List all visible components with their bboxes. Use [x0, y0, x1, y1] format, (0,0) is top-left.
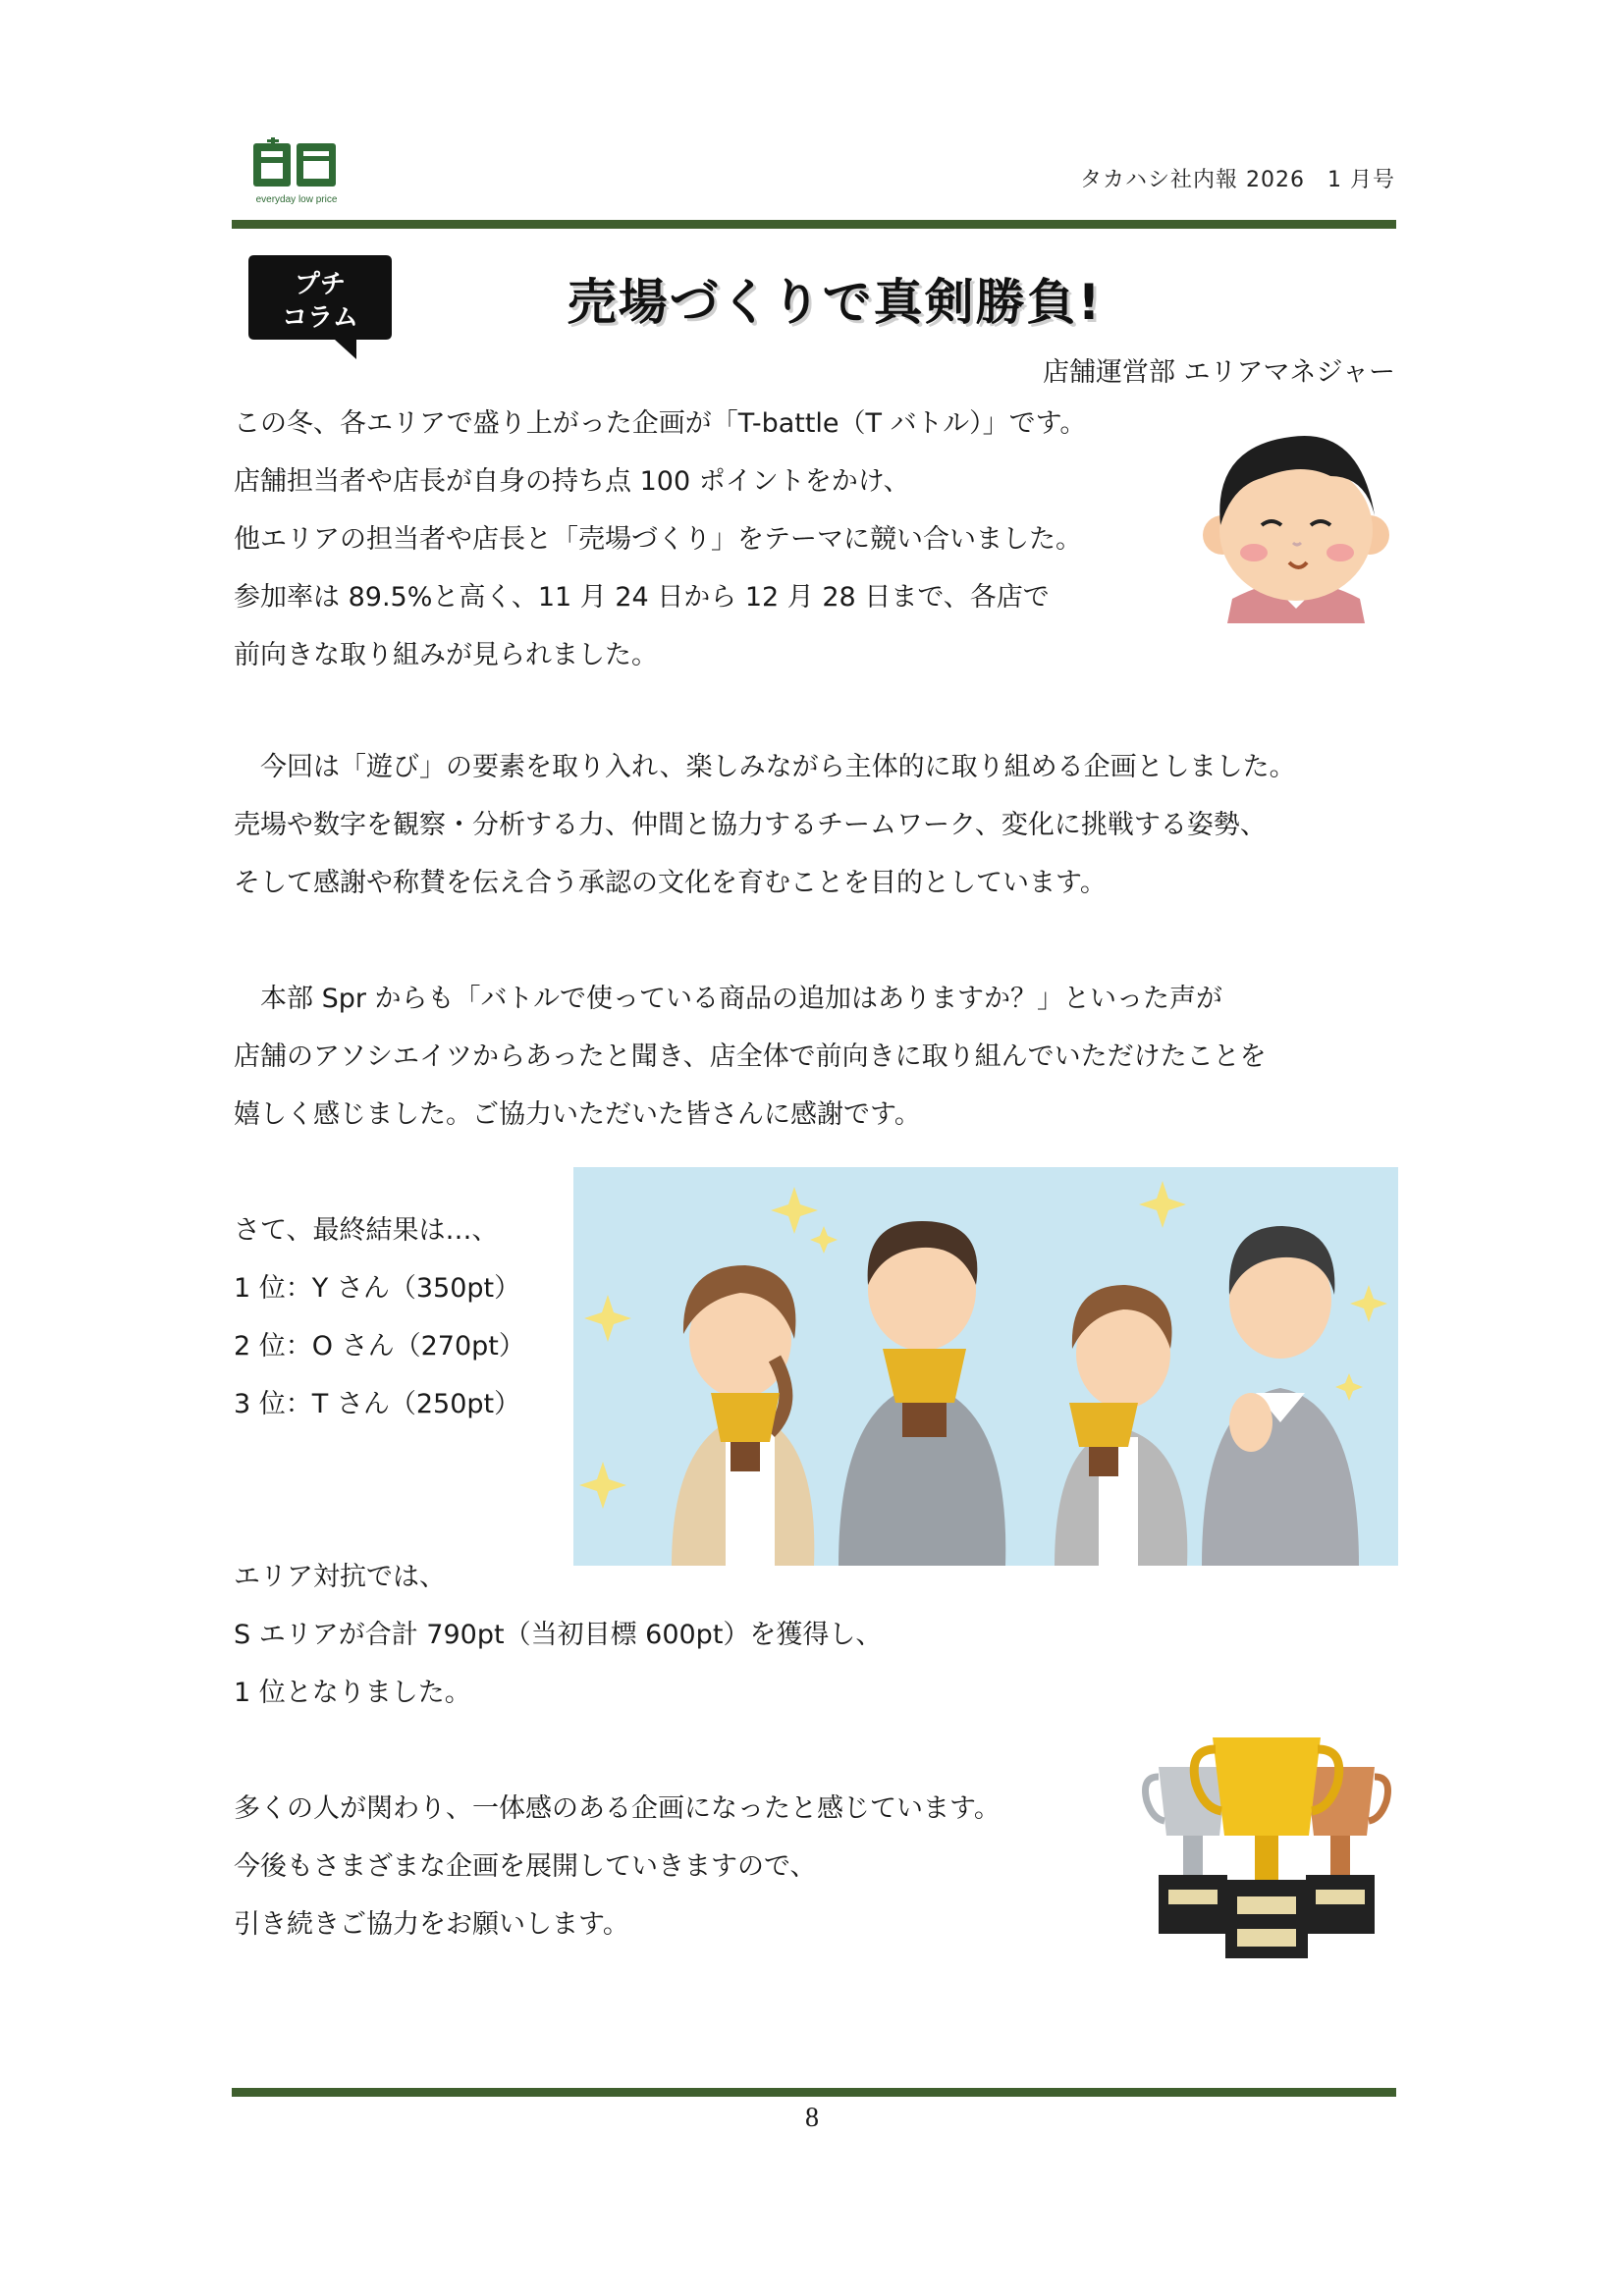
result-item: 2 位：O さん（270pt） — [234, 1331, 525, 1362]
text-line: エリア対抗では、 — [234, 1562, 446, 1592]
trophies-illustration — [1139, 1728, 1394, 1993]
header-rule — [232, 220, 1396, 229]
text-line: 多くの人が関わり、一体感のある企画になったと感じています。 — [234, 1793, 1001, 1824]
boy-illustration — [1193, 417, 1399, 623]
company-logo — [249, 137, 367, 208]
result-item: 3 位：T さん（250pt） — [234, 1389, 521, 1419]
text-line: 参加率は 89.5%と高く、11 月 24 日から 12 月 28 日まで、各店で — [234, 582, 1050, 613]
text-line: 他エリアの担当者や店長と「売場づくり」をテーマに競い合いました。 — [234, 524, 1082, 555]
text-line: S エリアが合計 790pt（当初目標 600pt）を獲得し、 — [234, 1620, 883, 1650]
purpose-paragraph — [234, 738, 1296, 912]
text-line: 今回は「遊び」の要素を取り入れ、楽しみながら主体的に取り組める企画としました。 — [234, 752, 1296, 782]
page-number: 8 — [805, 2103, 819, 2133]
results-list — [234, 1201, 525, 1433]
badge-line1: プチ — [294, 270, 347, 299]
article-title: 売場づくりで真剣勝負! — [567, 274, 1103, 331]
feedback-paragraph — [234, 970, 1267, 1144]
area-results — [234, 1548, 882, 1722]
text-line: 引き続きご協力をお願いします。 — [234, 1909, 629, 1940]
text-line: 今後もさまざまな企画を展開していきますので、 — [234, 1851, 817, 1882]
footer-rule — [232, 2088, 1396, 2097]
logo-tagline: everyday low price — [255, 194, 338, 205]
text-line: 店舗担当者や店長が自身の持ち点 100 ポイントをかけ、 — [234, 466, 910, 497]
intro-paragraph — [234, 395, 1086, 684]
badge-line2: コラム — [282, 303, 358, 333]
text-line: 売場や数字を観察・分析する力、仲間と協力するチームワーク、変化に挑戦する姿勢、 — [234, 810, 1267, 840]
text-line: この冬、各エリアで盛り上がった企画が「T-battle（T バトル）」です。 — [234, 408, 1087, 439]
column-badge — [248, 255, 392, 359]
text-line: 店舗のアソシエイツからあったと聞き、店全体で前向きに取り組んでいただけたことを — [234, 1041, 1267, 1072]
issue-label: タカハシ社内報 2026 1 月号 — [1080, 168, 1395, 192]
winners-illustration — [573, 1167, 1398, 1566]
result-item: 1 位：Y さん（350pt） — [234, 1273, 521, 1304]
text-line: 前向きな取り組みが見られました。 — [234, 640, 658, 670]
closing-paragraph — [234, 1780, 1001, 1953]
byline: 店舗運営部 エリアマネジャー — [1042, 357, 1395, 388]
text-line: 本部 Spr からも「バトルで使っている商品の追加はありますか？」といった声が — [234, 984, 1223, 1014]
text-line: 1 位となりました。 — [234, 1678, 471, 1708]
text-line: そして感謝や称賛を伝え合う承認の文化を育むことを目的としています。 — [234, 868, 1107, 898]
text-line: 嬉しく感じました。ご協力いただいた皆さんに感謝です。 — [234, 1099, 921, 1130]
results-intro: さて、最終結果は…、 — [234, 1215, 499, 1246]
